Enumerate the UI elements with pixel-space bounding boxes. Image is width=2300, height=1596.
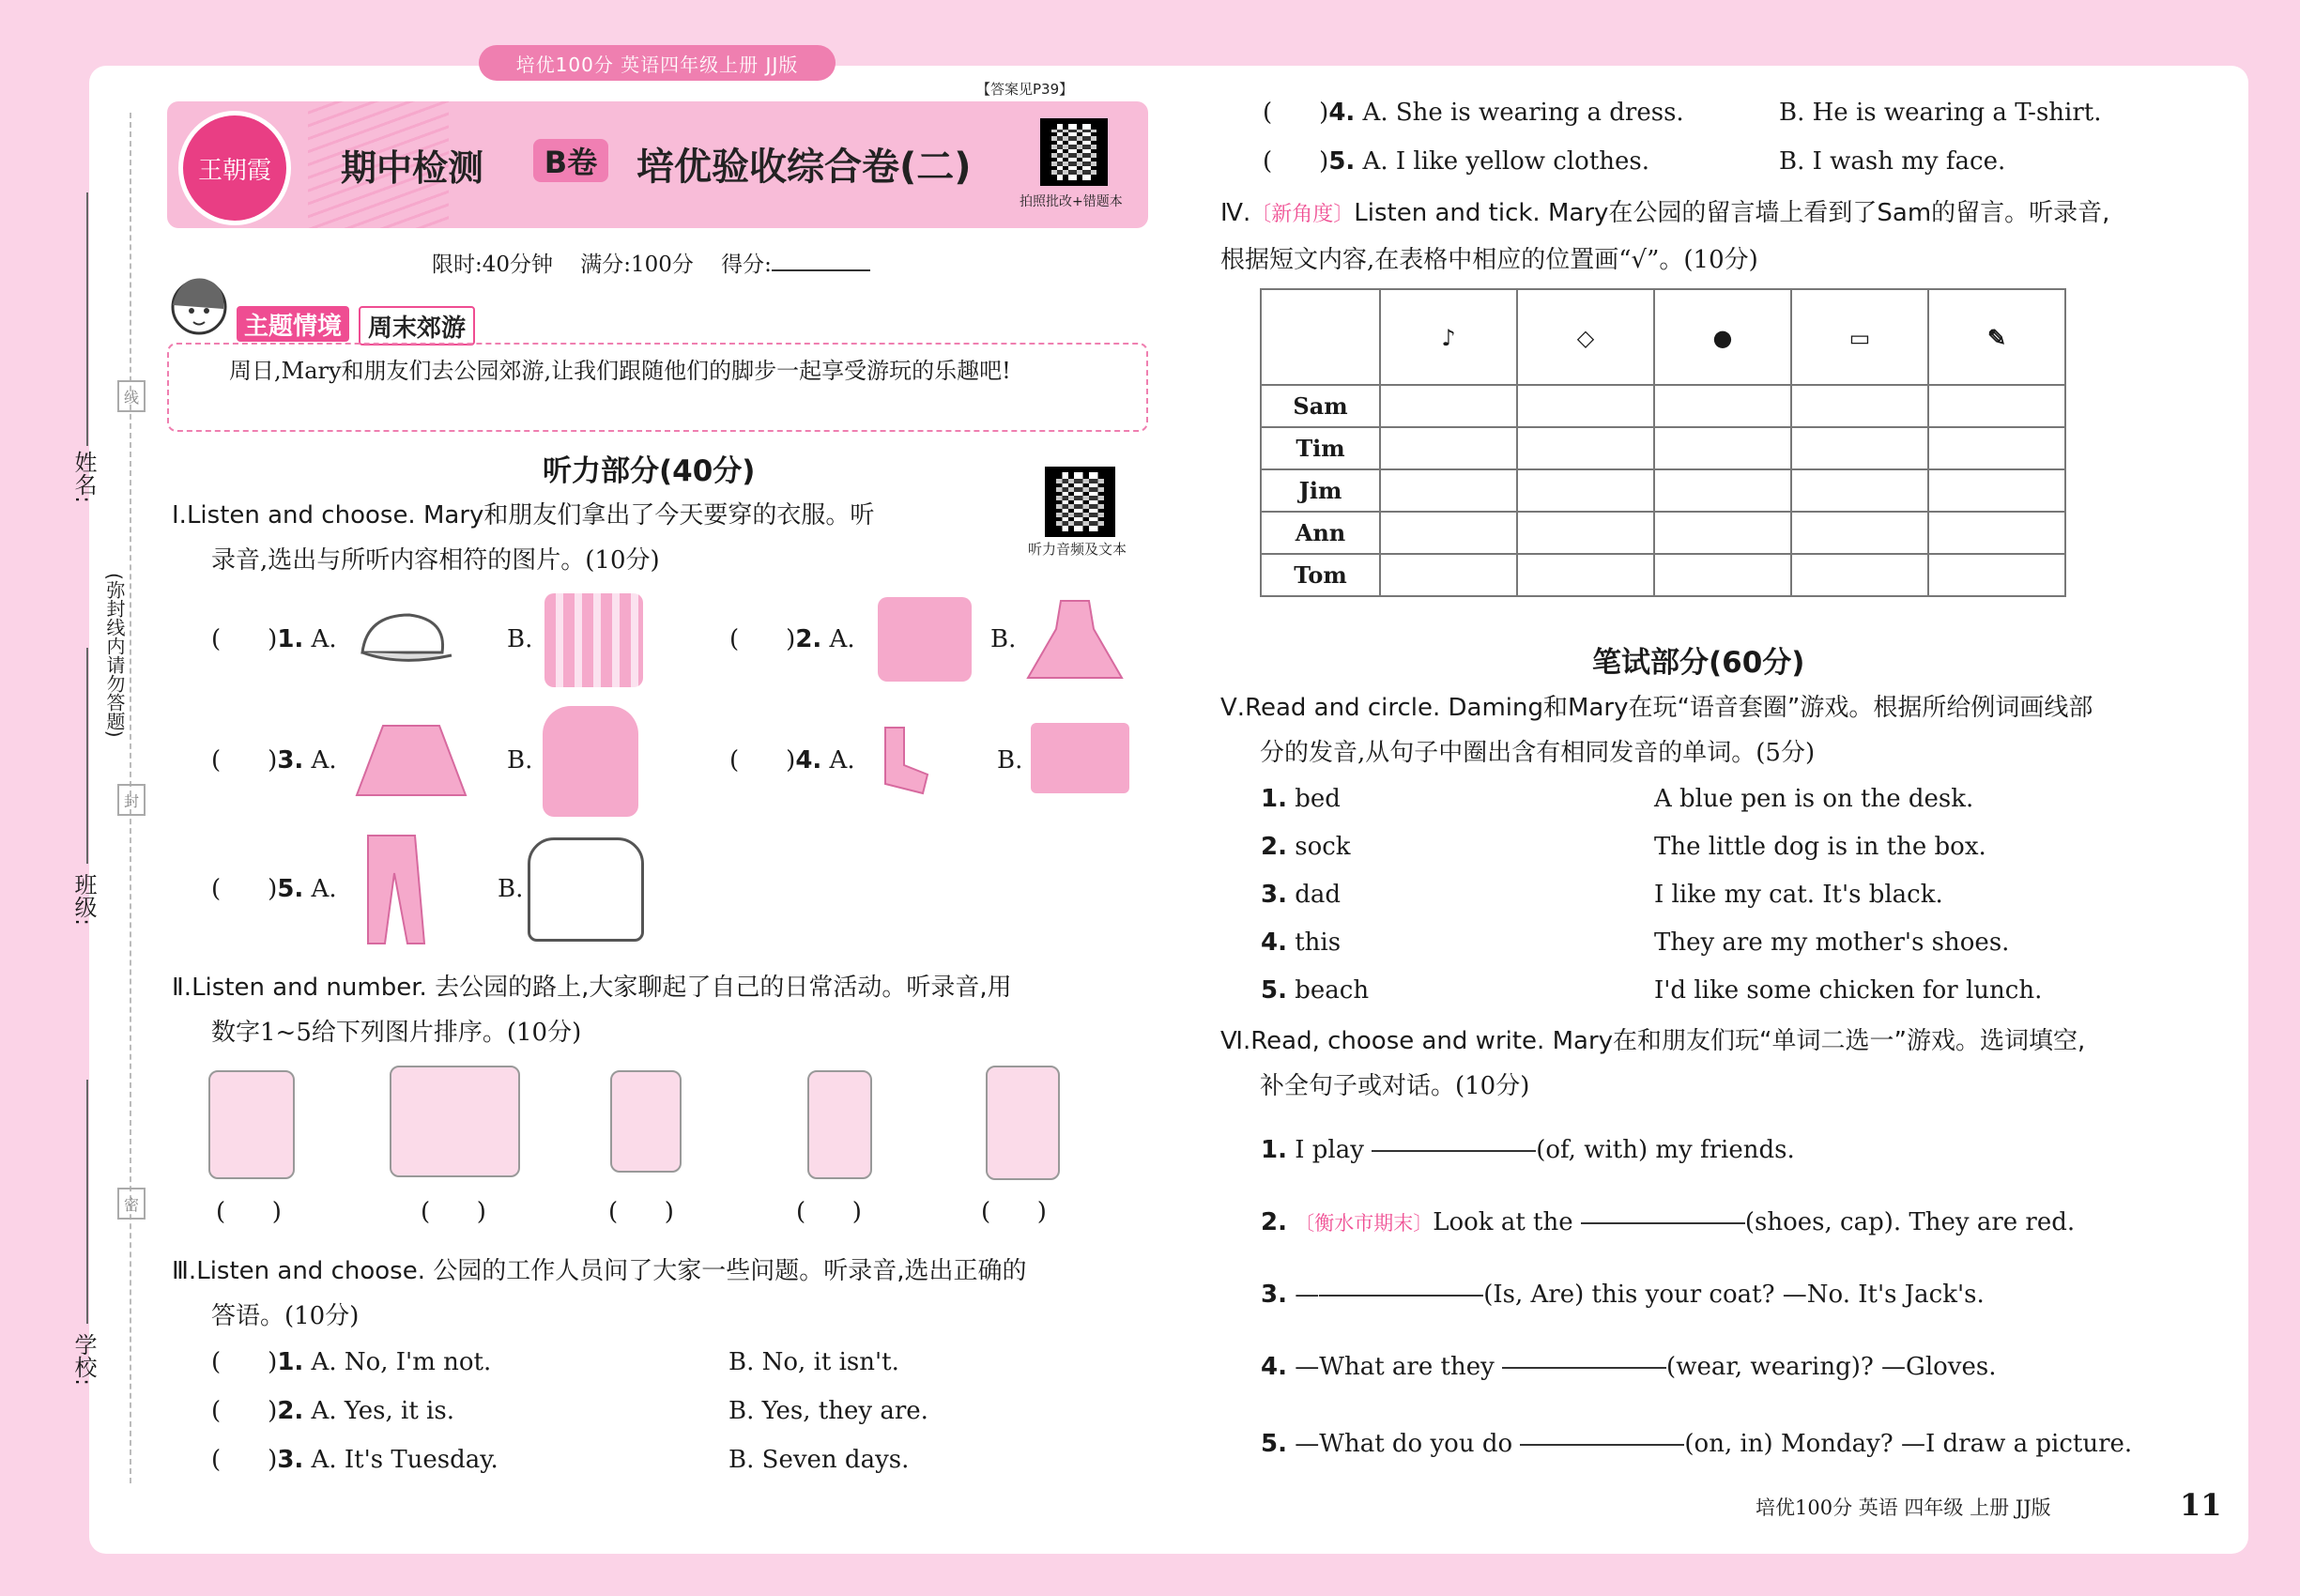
s1-item-3-a: A. bbox=[311, 746, 337, 775]
s3-item-1-a: A. No, I'm not. bbox=[311, 1348, 492, 1376]
section-2-num: Ⅱ. bbox=[172, 974, 192, 1002]
section-2-text2: 数字1~5给下列图片排序。(10分) bbox=[211, 1019, 582, 1047]
s5-item-5 bbox=[1261, 976, 1369, 1005]
activity-exercise-picture bbox=[807, 1070, 872, 1179]
tick-row-label: Tom bbox=[1261, 554, 1380, 596]
s1-item-5-a: A. bbox=[311, 875, 337, 903]
s1-item-4-a: A. bbox=[829, 746, 855, 775]
s6-item-3 bbox=[1261, 1281, 1985, 1309]
checked-shirt-icon[interactable] bbox=[544, 593, 643, 687]
score-blank[interactable] bbox=[772, 269, 870, 271]
class-line bbox=[86, 648, 88, 864]
tick-cell[interactable] bbox=[1791, 427, 1928, 469]
s6-item-4-blank[interactable] bbox=[1502, 1367, 1666, 1369]
s6-item-1-num: 1. bbox=[1261, 1136, 1287, 1164]
book-banner: 培优100分 英语四年级上册 JJ版 bbox=[479, 45, 836, 81]
s5-item-2-num: 2. bbox=[1261, 833, 1287, 861]
logo-text: 王朝霞 bbox=[197, 156, 271, 185]
tick-col-painting-icon: ✎ bbox=[1928, 289, 2065, 385]
s5-item-1-word: bed bbox=[1295, 785, 1341, 813]
shorts-icon[interactable] bbox=[1031, 723, 1129, 793]
tick-cell[interactable] bbox=[1517, 512, 1654, 554]
s1-item-3: ( )3. A. bbox=[211, 746, 337, 775]
tick-row-label: Jim bbox=[1261, 469, 1380, 512]
tick-cell[interactable] bbox=[1791, 554, 1928, 596]
s5-item-4-word: this bbox=[1295, 928, 1342, 957]
s6-item-1-pre: I play bbox=[1295, 1136, 1364, 1164]
s5-item-3 bbox=[1261, 881, 1341, 909]
section-1-text1: Mary和朋友们拿出了今天要穿的衣服。听 bbox=[422, 501, 875, 529]
section-6-instruction bbox=[1220, 1019, 2216, 1109]
section-2-lead: Listen and number. bbox=[192, 974, 427, 1002]
section-6-text1: Mary在和朋友们玩“单词二选一”游戏。选词填空, bbox=[1552, 1027, 2086, 1055]
s1-item-2-num: 2. bbox=[795, 625, 822, 653]
s1-item-4-num: 4. bbox=[795, 746, 822, 775]
s6-item-4-num: 4. bbox=[1261, 1353, 1287, 1381]
sweater-icon[interactable] bbox=[543, 706, 638, 817]
s5-item-3-word: dad bbox=[1295, 881, 1342, 909]
full-score: 满分:100分 bbox=[580, 253, 694, 277]
s1-item-1-a: A. bbox=[311, 625, 337, 653]
s3-item-3: ( )3. A. It's Tuesday. bbox=[211, 1446, 498, 1474]
s3-item-4-b: B. He is wearing a T-shirt. bbox=[1779, 99, 2102, 127]
s5-item-5-num: 5. bbox=[1261, 976, 1287, 1005]
tick-cell[interactable] bbox=[1791, 512, 1928, 554]
s5-item-2 bbox=[1261, 833, 1351, 861]
s3-item-4-a: A. She is wearing a dress. bbox=[1362, 99, 1684, 127]
tick-cell[interactable] bbox=[1928, 427, 2065, 469]
s5-item-4-sentence[interactable]: They are my mother's shoes. bbox=[1654, 928, 2010, 957]
section-2-text1: 去公园的路上,大家聊起了自己的日常活动。听录音,用 bbox=[435, 974, 1012, 1002]
s1-item-5-num: 5. bbox=[277, 875, 304, 903]
tick-cell[interactable] bbox=[1517, 427, 1654, 469]
tick-cell[interactable] bbox=[1517, 554, 1654, 596]
tick-cell[interactable] bbox=[1517, 469, 1654, 512]
activity-family-picture bbox=[390, 1066, 520, 1177]
section-3-num: Ⅲ. bbox=[172, 1257, 197, 1285]
s1-item-2-a: A. bbox=[829, 625, 855, 653]
s2-blank-4[interactable]: ( ) bbox=[796, 1198, 862, 1226]
theme-intro bbox=[167, 343, 1148, 432]
page-number: 11 bbox=[2180, 1487, 2222, 1523]
tick-cell[interactable] bbox=[1654, 385, 1791, 427]
s3-item-1-num: 1. bbox=[277, 1348, 304, 1376]
tick-cell[interactable] bbox=[1928, 385, 2065, 427]
dress-icon[interactable] bbox=[1023, 591, 1127, 685]
section-4-text1: Mary在公园的留言墙上看到了Sam的留言。听录音, bbox=[1547, 199, 2110, 227]
seal-mark-line: 线 bbox=[117, 380, 146, 412]
tick-cell[interactable] bbox=[1928, 554, 2065, 596]
s1-item-1: ( )1. A. bbox=[211, 625, 337, 653]
tick-cell[interactable] bbox=[1654, 427, 1791, 469]
page-footer: 培优100分 英语 四年级 上册 JJ版 bbox=[1756, 1496, 2051, 1519]
s5-item-5-word: beach bbox=[1295, 976, 1370, 1005]
s1-item-2-b: B. bbox=[990, 625, 1017, 653]
polo-shirt-icon[interactable] bbox=[878, 597, 972, 682]
s1-item-5-b: B. bbox=[498, 875, 524, 903]
s3-item-2-b: B. Yes, they are. bbox=[728, 1397, 928, 1425]
s3-item-1: ( )1. A. No, I'm not. bbox=[211, 1348, 492, 1376]
s5-item-3-sentence[interactable]: I like my cat. It's black. bbox=[1654, 881, 1943, 909]
s5-item-1 bbox=[1261, 785, 1341, 813]
s6-item-3-num: 3. bbox=[1261, 1281, 1287, 1309]
theme-name: 周末郊游 bbox=[359, 306, 475, 345]
listening-qr-code[interactable] bbox=[1045, 467, 1115, 537]
seal-mark-seal: 封 bbox=[117, 784, 146, 816]
s3-item-5-b: B. I wash my face. bbox=[1779, 147, 2006, 176]
tick-table bbox=[1260, 288, 2066, 597]
section-1-text2: 录音,选出与所听内容相符的图片。(10分) bbox=[211, 546, 660, 575]
school-label: 学校: bbox=[70, 1333, 97, 1387]
s3-item-2-num: 2. bbox=[277, 1397, 304, 1425]
s3-item-1-b: B. No, it isn't. bbox=[728, 1348, 899, 1376]
seal-mark-close: 密 bbox=[117, 1188, 146, 1220]
s6-item-5-post: (on, in) Monday? —I draw a picture. bbox=[1684, 1430, 2133, 1458]
section-6-text2: 补全句子或对话。(10分) bbox=[1260, 1072, 1530, 1100]
section-5-text2: 分的发音,从句子中圈出含有相同发音的单词。(5分) bbox=[1260, 739, 1816, 767]
answer-reference: 【答案见P39】 bbox=[976, 81, 1074, 98]
s3-item-4-num: 4. bbox=[1328, 99, 1356, 127]
s6-item-5-pre: —What do you do bbox=[1295, 1430, 1513, 1458]
section-5-text1: Daming和Mary在玩“语音套圈”游戏。根据所给例词画线部 bbox=[1448, 694, 2093, 722]
section-3-text1: 公园的工作人员问了大家一些问题。听录音,选出正确的 bbox=[433, 1257, 1027, 1285]
s1-item-3-num: 3. bbox=[277, 746, 304, 775]
school-line bbox=[86, 1080, 88, 1324]
tick-table-corner bbox=[1261, 289, 1380, 385]
s6-item-4 bbox=[1261, 1353, 1996, 1381]
activity-drawing-picture bbox=[986, 1066, 1060, 1180]
s6-item-2-post: (shoes, cap). They are red. bbox=[1744, 1208, 2076, 1236]
tick-row-label: Ann bbox=[1261, 512, 1380, 554]
tick-row-label: Tim bbox=[1261, 427, 1380, 469]
s3-item-5-num: 5. bbox=[1328, 147, 1356, 176]
section-4-tag: 〔新角度〕 bbox=[1250, 203, 1355, 226]
jacket-icon[interactable] bbox=[528, 837, 644, 942]
tick-col-kite-icon: ◇ bbox=[1517, 289, 1654, 385]
tick-cell[interactable] bbox=[1791, 385, 1928, 427]
pants-icon[interactable] bbox=[359, 831, 434, 948]
s6-item-3-post: (Is, Are) this your coat? —No. It's Jack's. bbox=[1483, 1281, 1985, 1309]
s1-item-2: ( )2. A. bbox=[729, 625, 855, 653]
section-1-lead: Listen and choose. bbox=[186, 501, 416, 529]
s3-item-3-num: 3. bbox=[277, 1446, 304, 1474]
tick-cell[interactable] bbox=[1380, 512, 1517, 554]
s5-item-2-word: sock bbox=[1295, 833, 1351, 861]
correction-qr-code[interactable] bbox=[1040, 118, 1108, 186]
tick-col-computer-icon: ▭ bbox=[1791, 289, 1928, 385]
s6-item-2 bbox=[1261, 1208, 2075, 1236]
s5-item-4-num: 4. bbox=[1261, 928, 1287, 957]
tick-cell[interactable] bbox=[1380, 385, 1517, 427]
theme-intro-text: 周日,Mary和朋友们去公园郊游,让我们跟随他们的脚步一起享受游玩的乐趣吧! bbox=[229, 358, 1011, 384]
tick-cell[interactable] bbox=[1654, 469, 1791, 512]
tick-cell[interactable] bbox=[1380, 554, 1517, 596]
s5-item-2-sentence[interactable]: The little dog is in the box. bbox=[1654, 833, 1986, 861]
tick-cell[interactable] bbox=[1791, 469, 1928, 512]
section-1-instruction bbox=[172, 493, 998, 583]
tick-col-ball-icon: ● bbox=[1654, 289, 1791, 385]
s6-item-1-blank[interactable] bbox=[1372, 1150, 1536, 1152]
tick-cell[interactable] bbox=[1380, 427, 1517, 469]
section-5-instruction bbox=[1220, 685, 2216, 775]
section-4-num: Ⅳ. bbox=[1220, 199, 1251, 227]
activity-listen-music-picture bbox=[208, 1070, 295, 1179]
tick-cell[interactable] bbox=[1380, 469, 1517, 512]
s3-item-4-a: A. I like yellow clothes. bbox=[1362, 147, 1650, 176]
s5-item-3-num: 3. bbox=[1261, 881, 1287, 909]
s6-item-2-tag: 〔衡水市期末〕 bbox=[1295, 1212, 1434, 1235]
skirt-icon[interactable] bbox=[355, 718, 468, 803]
s2-blank-1[interactable]: ( ) bbox=[216, 1198, 282, 1226]
section-6-lead: Read, choose and write. bbox=[1250, 1027, 1545, 1055]
s6-item-4-post: (wear, wearing)? —Gloves. bbox=[1666, 1353, 1997, 1381]
s6-item-3-pre: — bbox=[1295, 1281, 1320, 1309]
exam-header bbox=[167, 101, 1148, 228]
socks-icon[interactable] bbox=[871, 723, 937, 798]
tick-cell[interactable] bbox=[1517, 385, 1654, 427]
section-3-text2: 答语。(10分) bbox=[211, 1302, 360, 1330]
s5-item-4 bbox=[1261, 928, 1341, 957]
s5-item-5-sentence[interactable]: I'd like some chicken for lunch. bbox=[1654, 976, 2043, 1005]
tick-cell[interactable] bbox=[1654, 554, 1791, 596]
qr-caption: 拍照批改+错题本 bbox=[1020, 194, 1123, 209]
s1-item-1-b: B. bbox=[507, 625, 533, 653]
s6-item-1 bbox=[1261, 1136, 1795, 1164]
class-label: 班级: bbox=[70, 873, 97, 927]
s6-item-2-blank[interactable] bbox=[1581, 1222, 1745, 1224]
s5-item-1-num: 1. bbox=[1261, 785, 1287, 813]
section-3-lead: Listen and choose. bbox=[196, 1257, 425, 1285]
s1-item-5: ( )5. A. bbox=[211, 875, 337, 903]
s6-item-2-pre: Look at the bbox=[1433, 1208, 1573, 1236]
name-label: 姓名: bbox=[70, 451, 97, 504]
s6-item-4-pre: —What are they bbox=[1295, 1353, 1495, 1381]
theme-tag: 主题情境 bbox=[237, 306, 349, 342]
seal-notice: (弥封线内请勿答题) bbox=[103, 573, 126, 738]
exam-subtitle: 培优验收综合卷(二) bbox=[636, 146, 972, 189]
time-limit: 限时:40分钟 bbox=[432, 253, 554, 277]
section-5-lead: Read and circle. bbox=[1245, 694, 1441, 722]
s6-item-5-blank[interactable] bbox=[1520, 1444, 1684, 1446]
s5-item-1-sentence[interactable]: A blue pen is on the desk. bbox=[1654, 785, 1974, 813]
section-5-num: Ⅴ. bbox=[1220, 694, 1246, 722]
exam-version-badge: B卷 bbox=[533, 139, 608, 182]
section-4-text2: 根据短文内容,在表格中相应的位置画“√”。(10分) bbox=[1220, 246, 1758, 274]
s1-item-4: ( )4. A. bbox=[729, 746, 855, 775]
s1-item-3-b: B. bbox=[507, 746, 533, 775]
section-4-lead: Listen and tick. bbox=[1354, 199, 1541, 227]
s3-item-2-a: A. Yes, it is. bbox=[311, 1397, 454, 1425]
s6-item-1-post: (of, with) my friends. bbox=[1536, 1136, 1795, 1164]
s3-item-3-b: B. Seven days. bbox=[728, 1446, 910, 1474]
s2-blank-5[interactable]: ( ) bbox=[981, 1198, 1047, 1226]
s3-item-3-a: A. It's Tuesday. bbox=[311, 1446, 498, 1474]
tick-cell[interactable] bbox=[1928, 512, 2065, 554]
s3-item-2: ( )2. A. Yes, it is. bbox=[211, 1397, 454, 1425]
s6-item-5 bbox=[1261, 1430, 2132, 1458]
section-6-num: Ⅵ. bbox=[1220, 1027, 1251, 1055]
s6-item-5-num: 5. bbox=[1261, 1430, 1287, 1458]
tick-cell[interactable] bbox=[1928, 469, 2065, 512]
s3-item-4: ( )4. A. She is wearing a dress. bbox=[1263, 99, 1684, 127]
tick-cell[interactable] bbox=[1654, 512, 1791, 554]
listening-qr-caption: 听力音频及文本 bbox=[1028, 541, 1127, 558]
s1-item-1-num: 1. bbox=[277, 625, 304, 653]
s2-blank-2[interactable]: ( ) bbox=[421, 1198, 486, 1226]
section-4-instruction bbox=[1220, 191, 2216, 283]
section-3-instruction bbox=[172, 1249, 1167, 1339]
s1-item-4-b: B. bbox=[997, 746, 1023, 775]
activity-wash-face-picture bbox=[610, 1070, 682, 1173]
score-label: 得分: bbox=[721, 253, 772, 277]
section-2-instruction bbox=[172, 965, 1167, 1055]
section-1-num: Ⅰ. bbox=[172, 501, 187, 529]
exam-meta bbox=[432, 247, 870, 278]
listening-section-title: 听力部分(40分) bbox=[543, 454, 756, 488]
tick-row-label: Sam bbox=[1261, 385, 1380, 427]
exam-title: 期中检测 bbox=[341, 147, 484, 189]
s2-blank-3[interactable]: ( ) bbox=[608, 1198, 674, 1226]
name-line bbox=[86, 192, 88, 446]
tick-col-music-icon: ♪ bbox=[1380, 289, 1517, 385]
writing-section-title: 笔试部分(60分) bbox=[1592, 646, 1805, 680]
s6-item-2-num: 2. bbox=[1261, 1208, 1287, 1236]
brand-logo bbox=[178, 111, 291, 225]
s6-item-3-blank[interactable] bbox=[1319, 1295, 1483, 1297]
girl-avatar-icon bbox=[161, 268, 237, 343]
cap-icon[interactable] bbox=[353, 601, 456, 676]
s3-item-5: ( )5. A. I like yellow clothes. bbox=[1263, 147, 1650, 176]
